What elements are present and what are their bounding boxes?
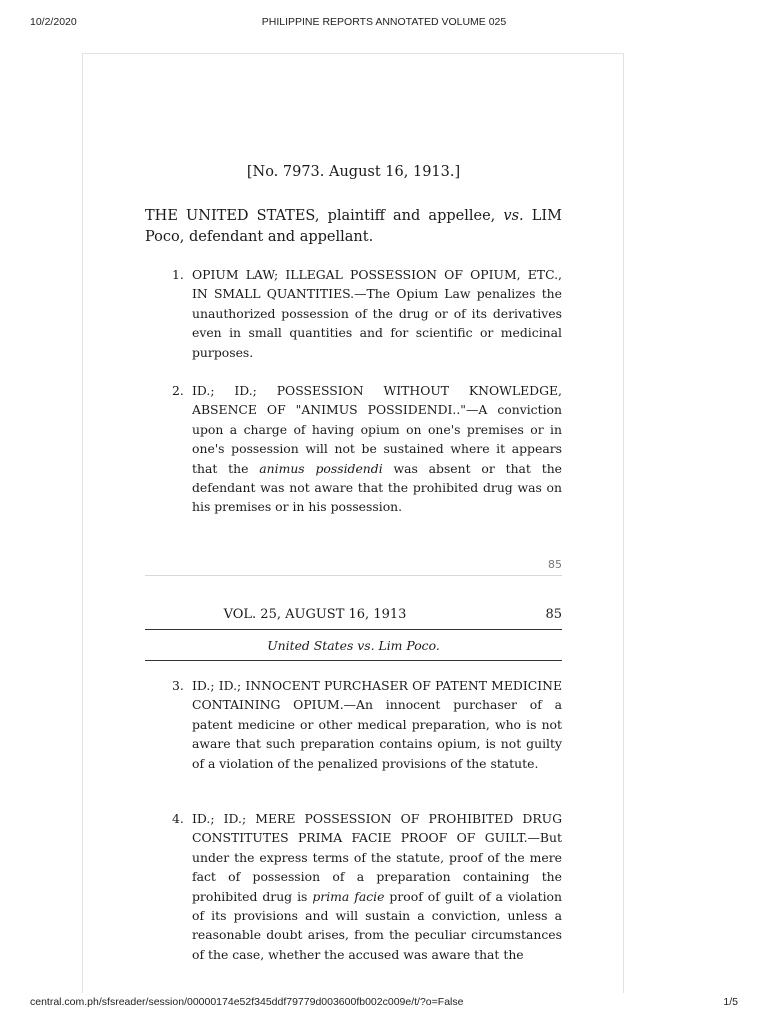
syllabus-number: 2. (172, 383, 184, 398)
syllabus-emphasis: prima facie (312, 888, 385, 904)
print-date: 10/2/2020 (30, 16, 77, 28)
print-url: central.com.ph/sfsreader/session/00000174e52f345ddf79779d003600fb002c009e/t/?o=False (30, 996, 464, 1008)
parties-plaintiff: THE UNITED STATES, plaintiff and appellee, (145, 208, 504, 224)
syllabus-text: —The Opium Law penalizes the unauthorized possession of the drug or of its derivatives even in small quantities and for scientific or medicinal purposes. (192, 286, 562, 360)
syllabus-number: 4. (172, 811, 184, 826)
syllabus-item-2 (172, 381, 562, 517)
syllabus-text: —A conviction upon a charge of having opium on one's premises or in one's possession will not be sustained where it appears that the (192, 402, 562, 476)
syllabus-text: —But under the express terms of the statute, proof of the mere fact of possession of a preparation containing the prohibited drug is (192, 830, 562, 904)
running-head-volume: VOL. 25, AUGUST 16, 1913 (223, 607, 407, 622)
parties-defendant: LIM Poco, defendant and appellant. (145, 208, 562, 245)
running-head-rule-top (145, 629, 562, 630)
print-header (0, 16, 768, 30)
syllabus-heading: ID.; ID.; MERE POSSESSION OF PROHIBITED DRUG CONSTITUTES PRIMA FACIE PROOF OF GUILT. (192, 811, 562, 846)
syllabus-heading: OPIUM LAW; ILLEGAL POSSESSION OF OPIUM, ETC., IN SMALL QUANTITIES. (192, 267, 562, 302)
syllabus-number: 3. (172, 678, 184, 693)
print-document-title: PHILIPPINE REPORTS ANNOTATED VOLUME 025 (261, 16, 507, 28)
running-head-page: 85 (545, 607, 562, 622)
syllabus-item-3 (172, 676, 562, 773)
syllabus-text-cont: proof of guilt of a violation of its provisions and will sustain a conviction, unless a reasonable doubt arises, from the peculiar circumstances of the case, whether the accused was aware that the (192, 888, 562, 962)
syllabus-heading: ID.; ID.; INNOCENT PURCHASER OF PATENT MEDICINE CONTAINING OPIUM. (192, 678, 562, 713)
print-page-count: 1/5 (723, 996, 738, 1008)
page-break-divider (145, 575, 562, 576)
syllabus-item-1 (172, 265, 562, 362)
case-parties (145, 206, 562, 248)
print-footer (0, 996, 768, 1010)
syllabus-text: —An innocent purchaser of a patent medicine or other medical preparation, who is not aware that such preparation contains opium, is not guilty of a violation of the penalized provisions of the statute. (192, 697, 562, 771)
case-number: [No. 7973. August 16, 1913.] (246, 164, 461, 180)
parties-versus: vs. (503, 208, 524, 224)
running-head (145, 607, 562, 625)
syllabus-heading: ID.; ID.; POSSESSION WITHOUT KNOWLEDGE, ABSENCE OF "ANIMUS POSSIDENDI.." (192, 383, 562, 418)
running-head-short-title: United States vs. Lim Poco. (267, 638, 440, 653)
syllabus-item-4 (172, 809, 562, 964)
running-head-rule-bottom (145, 660, 562, 661)
syllabus-number: 1. (172, 267, 184, 282)
syllabus-text-cont: was absent or that the defendant was not aware that the prohibited drug was on his premises or in his possession. (192, 460, 563, 515)
page-number-bottom: 85 (548, 558, 562, 571)
syllabus-emphasis: animus possidendi (259, 460, 383, 476)
